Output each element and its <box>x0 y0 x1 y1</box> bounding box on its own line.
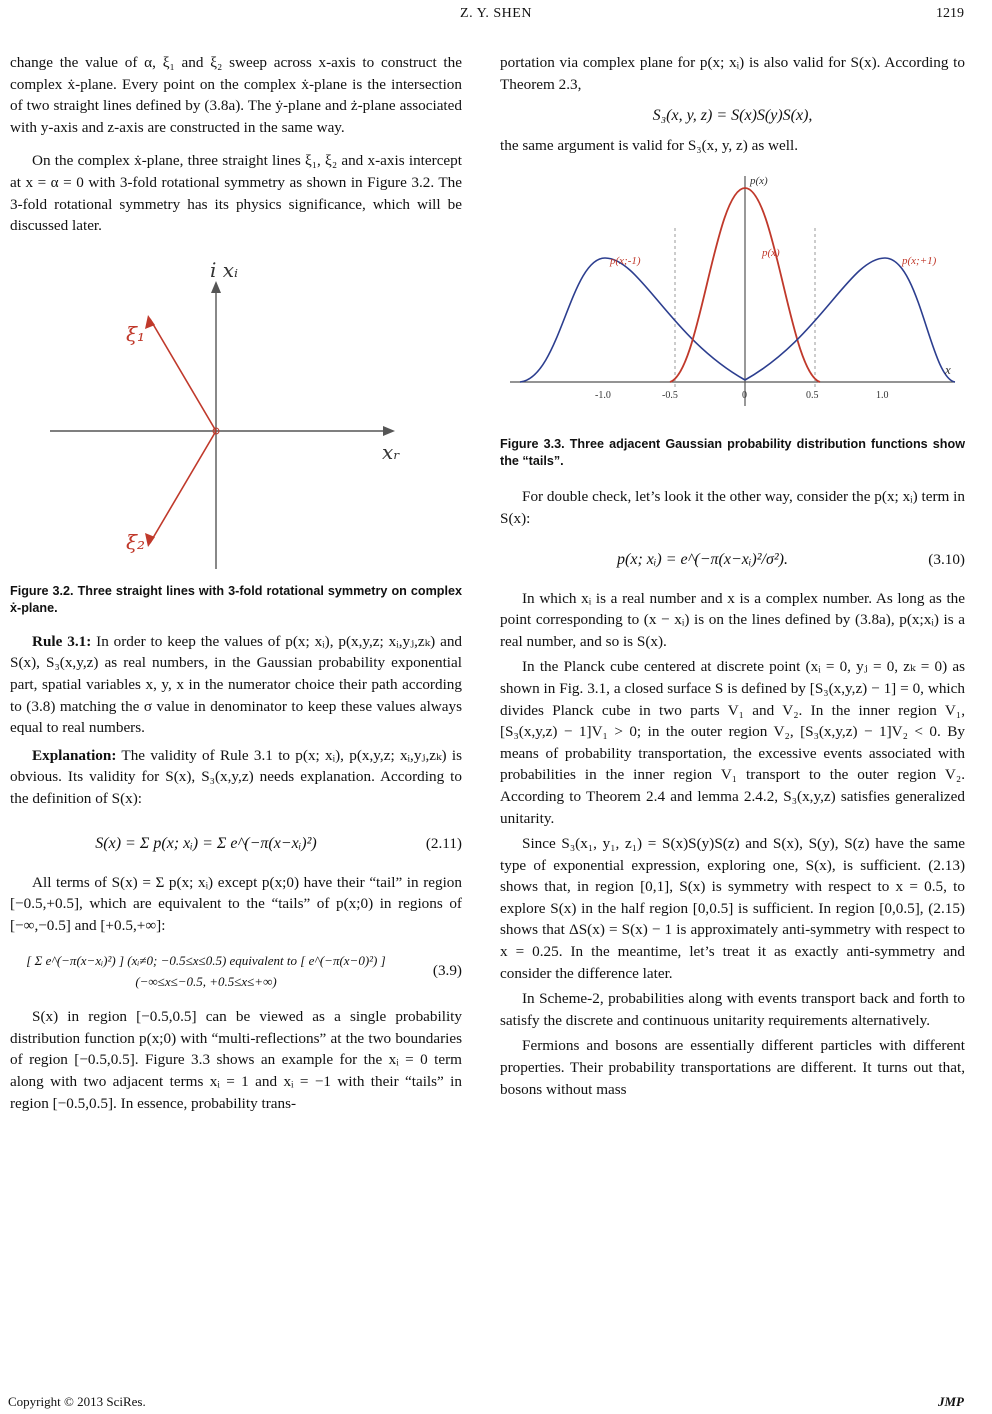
equation-body: p(x; xᵢ) = e^(−π(x−xᵢ)²/σ²). <box>617 550 788 568</box>
figure-3-2 <box>10 249 462 579</box>
copyright: Copyright © 2013 SciRes. <box>8 1394 146 1409</box>
x-axis-label: xᵣ <box>382 439 401 464</box>
paragraph: For double check, let’s look it the other way, consider the p(x; xᵢ) term in S(x): <box>500 488 965 527</box>
y-axis-label: p(x) <box>750 175 768 188</box>
equation-number: (3.9) <box>432 962 462 980</box>
paragraph: portation via complex plane for p(x; xᵢ) is also valid for S(x). According to Theorem 2.3, <box>500 54 965 93</box>
figure-3-3-plot <box>500 168 965 428</box>
xi2-line <box>150 431 216 543</box>
tick-label: 0.5 <box>806 390 819 402</box>
xi1-label: ξ₁ <box>126 321 146 346</box>
equation-number: (3.10) <box>928 550 965 568</box>
paragraph: S(x) in region [−0.5,0.5] can be viewed as a single probability distribution function p(x;0) with “multi-reflections” at the two boundaries of region [−0.5,0.5]. Figure 3.3 shows an example for the xᵢ = 0 term along with two adjacent terms xᵢ = 1 and xᵢ = −1 with their “tails” in region [−0.5,0.5]. In essence, probability trans- <box>10 1008 462 1112</box>
arrow-icon <box>145 533 155 547</box>
equation-number: (2.11) <box>425 834 462 852</box>
page-footer <box>0 1394 992 1412</box>
arrow-up-icon <box>211 281 221 293</box>
equation-3-9 <box>10 944 462 998</box>
tick-label: -1.0 <box>595 390 611 402</box>
explanation-paragraph <box>10 745 462 810</box>
paragraph: In the Planck cube centered at discrete point (xᵢ = 0, yⱼ = 0, zₖ = 0) as shown in Fig. 3.1, a closed surface S is defined by [S₃(x,y,z) − 1] = 0, which divides Planck cube in two parts V₁ and V₂. In the inner region V₁, [S₃(x,y,z) − 1]V₁ > 0; in the outer region V₂, [S₃(x,y,z) − 1]V₂ < 0. By means of probability transportation, the excessive events associated with probabilities in the inner region V₁ transport to the outer region V₂. According to Theorem 2.4 and lemma 2.4.2, S₃(x,y,z) satisfies generalized unitarity. <box>500 658 965 827</box>
figure-3-2-plot <box>10 249 462 579</box>
paragraph: Since S₃(x₁, y₁, z₁) = S(x)S(y)S(z) and S(x), S(y), S(z) have the same type of exponential expression, exploring one, S(x), is sufficient. (2.13) shows that, in region [0,1], S(x) is symmetry with respect to x = 0.5, to explore S(x) in the half region [0,0.5] is sufficient. In region [0,0.5], (2.15) shows that ΔS(x) = S(x) − 1 is approximately anti-symmetry with respect to x = 0.25. In the meantime, let’s treat it as exactly anti-symmetry and consider the difference later. <box>500 835 965 982</box>
curve-left-label: p(x;-1) <box>610 255 641 268</box>
y-axis-label: i xᵢ <box>210 257 239 282</box>
paragraph: In which xᵢ is a real number and x is a complex number. As long as the point corresponding to (x − xᵢ) is on the lines defined by (3.8a), p(x;xᵢ) is a real number, and so is S(x). <box>500 589 965 650</box>
figure-3-3 <box>500 168 965 428</box>
page-header <box>0 4 992 26</box>
equation-body: [ Σ e^(−π(x−xᵢ)²) ] (xᵢ≠0; −0.5≤x≤0.5) equivalent to [ e^(−π(x−0)²) ] (−∞≤x≤−0.5, +0.5≤x≤+∞) <box>26 952 386 990</box>
rule-text: In order to keep the values of p(x; xᵢ), p(x,y,z; xᵢ,yⱼ,zₖ) and S(x), S₃(x,y,z) as real numbers, in the Gaussian probability exponential part, spatial variables x, y, x in the numerator choice their path according to (3.8) matching the σ value in denominator to keep these values always equal to real numbers. <box>10 632 463 737</box>
paragraph: change the value of α, ξ₁ and ξ₂ sweep across x-axis to construct the complex ẋ-plane. Every point on the complex ẋ-plane is the intersection of two straight lines defined by (3.8a). The ẏ-plane and ż-plane associated with y-axis and z-axis are constructed in the same way. <box>10 54 462 136</box>
arrow-icon <box>145 315 155 329</box>
journal-name: JMP <box>938 1394 964 1409</box>
xi2-label: ξ₂ <box>126 529 146 554</box>
paragraph: In Scheme-2, probabilities along with events transport back and forth to satisfy the discrete and continuous unitarity requirements alternatively. <box>500 990 965 1029</box>
page-number: 1219 <box>936 6 964 21</box>
arrow-right-icon <box>383 426 395 436</box>
tick-label: 1.0 <box>876 390 889 402</box>
explanation-text: The validity of Rule 3.1 to p(x; xᵢ), p(x,y,z; xᵢ,yⱼ,zₖ) is obvious. Its validity for S(x), S₃(x,y,z) needs explanation. According to the definition of S(x): <box>10 746 462 807</box>
equation-body: S(x) = Σ p(x; xᵢ) = Σ e^(−π(x−xᵢ)²) <box>95 834 317 852</box>
xi1-line <box>150 319 216 431</box>
figure-3-3-caption: Figure 3.3. Three adjacent Gaussian probability distribution functions show the “tails”. <box>500 437 965 469</box>
curve-right <box>745 258 955 382</box>
equation-3-10 <box>500 540 965 580</box>
paragraph: On the complex ẋ-plane, three straight lines ξ₁, ξ₂ and x-axis intercept at x = α = 0 with 3-fold rotational symmetry as shown in Figure 3.2. The 3-fold rotational symmetry has its physics significance, which will be discussed later. <box>10 152 462 235</box>
curve-right-label: p(x;+1) <box>902 255 937 268</box>
x-axis-label: x <box>945 362 951 378</box>
right-column <box>500 52 965 1100</box>
explanation-label: Explanation: <box>32 746 117 764</box>
rule-paragraph <box>10 631 462 739</box>
equation-s3 <box>500 105 965 127</box>
curve-mid-label: p(x) <box>762 247 780 260</box>
left-column <box>10 52 462 1114</box>
paragraph: All terms of S(x) = Σ p(x; xᵢ) except p(x;0) have their “tail” in region [−0.5,+0.5], which are equivalent to the “tails” of p(x;0) in regions of [−∞,−0.5] and [+0.5,+∞]: <box>10 873 462 934</box>
paragraph: the same argument is valid for S₃(x, y, z) as well. <box>500 136 799 154</box>
equation-2-11 <box>10 824 462 864</box>
tick-label: 0 <box>742 390 747 402</box>
figure-3-2-caption: Figure 3.2. Three straight lines with 3-fold rotational symmetry on complex ẋ-plane. <box>10 583 462 615</box>
tick-label: -0.5 <box>662 390 678 402</box>
rule-label: Rule 3.1: <box>32 632 92 650</box>
running-title: Z. Y. SHEN <box>460 6 532 21</box>
paragraph: Fermions and bosons are essentially different particles with different properties. Their probability transportations are different. It turns out that, bosons without mass <box>500 1037 965 1098</box>
curve-left <box>520 258 745 382</box>
equation-body: S₃(x, y, z) = S(x)S(y)S(x), <box>652 107 813 125</box>
